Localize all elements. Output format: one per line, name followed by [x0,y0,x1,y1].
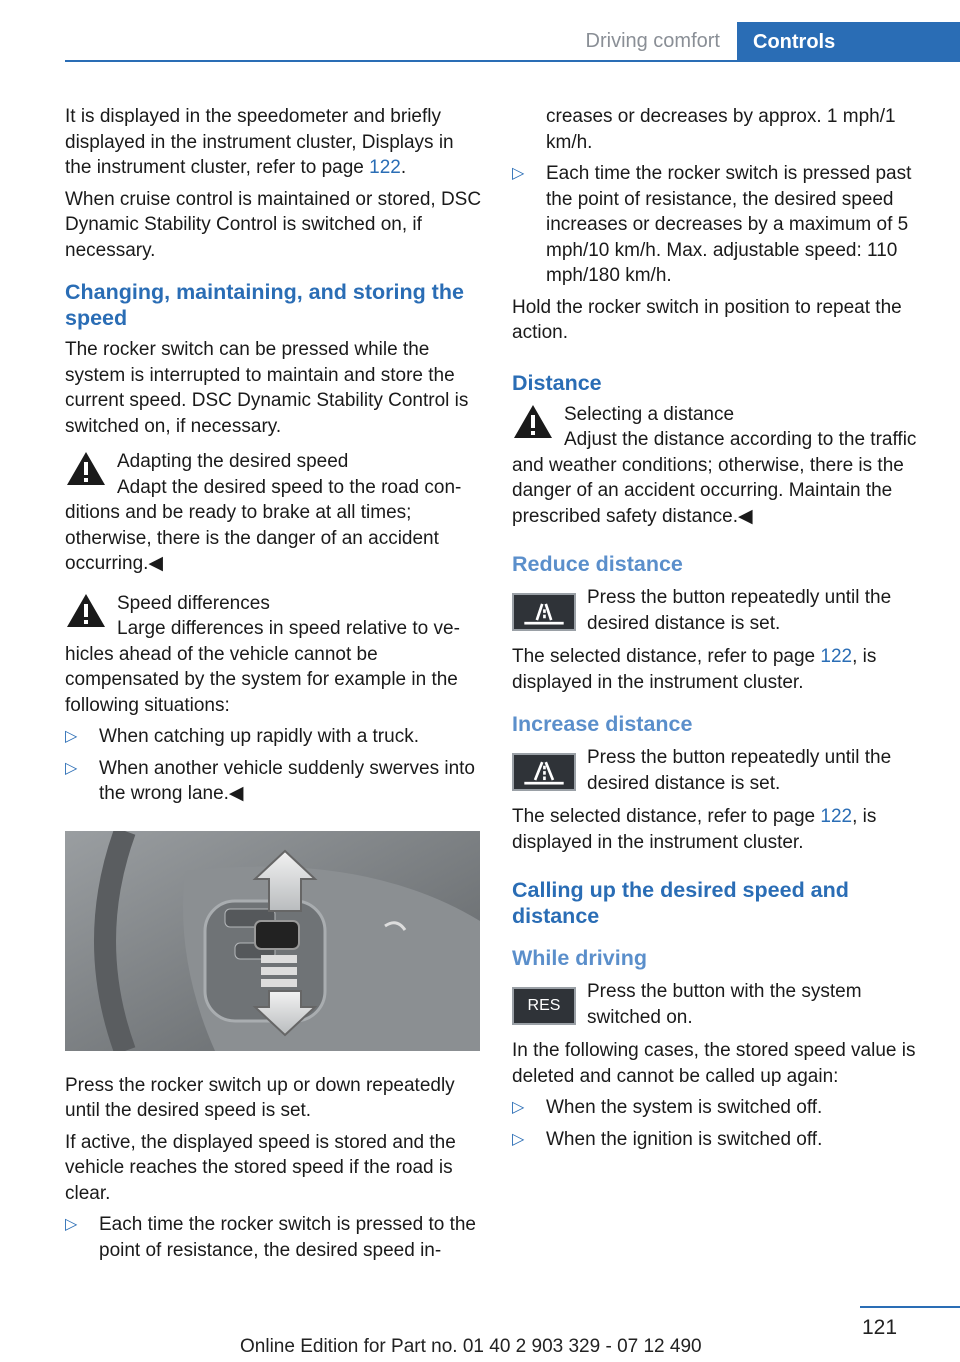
list-item: ▷ Each time the rocker switch is pressed past the point of resistance, the desired speed increases or decreases by a maximum of 5 mph/10 km/h. Max. adjustable speed: 110 mph/180 km/h. [512,163,912,286]
bullet-list [65,1212,483,1263]
res-button-icon: RES [512,987,576,1025]
res-row [512,979,930,1030]
warning-icon [65,591,107,629]
paragraph: When cruise control is maintained or stored, DSC Dynamic Stability Control is switched on, if necessary. [65,188,482,261]
bullet-arrow-icon: ▷ [512,1099,525,1116]
list-item: ▷ Each time the rocker switch is pressed to the point of resistance, the desired speed in- [65,1214,476,1261]
paragraph: The rocker switch can be pressed while the system is interrupted to maintain and store the current speed. DSC Dynamic Stability Control is switched on, if necessary. [65,339,469,437]
page-link[interactable]: 122 [820,646,853,667]
bullet-arrow-icon: ▷ [65,728,78,745]
paragraph: The selected distance, refer to page 122, is displayed in the instrument cluster. [512,646,877,693]
warning-title: Selecting a distance [564,403,735,425]
paragraph: Press the rocker switch up or down repeatedly until the desired speed is set. [65,1074,455,1121]
warning-title: Speed differences [117,592,270,614]
paragraph: It is displayed in the speedometer and briefly displayed in the instrument cluster, Displays in the instrument cluster, refer to page 122. [65,106,454,178]
paragraph: creases or decreases by approx. 1 mph/1 km/h. [546,106,896,153]
warning-lead: Adapt the desired speed to the road con- [117,476,462,498]
list-item: ▷ When the ignition is switched off. [512,1127,930,1153]
list-item: ▷ When another vehicle suddenly swerves into the wrong lane.◀ [65,757,475,804]
bullet-arrow-icon: ▷ [65,1216,78,1233]
page-link[interactable]: 122 [369,157,401,178]
reduce-distance-text: Press the button repeatedly until the desired distance is set. [587,587,892,634]
heading-changing-speed: Changing, maintaining, and storing the speed [65,280,464,330]
warning-body: ditions and be ready to brake at all times; otherwise, there is the danger of an accident occurring.◀ [65,502,439,574]
increase-distance-button-icon [512,753,576,791]
heading-distance: Distance [512,370,602,395]
header-section: Driving comfort [585,30,720,52]
heading-reduce-distance: Reduce distance [512,552,683,576]
increase-distance-text: Press the button repeatedly until the desired distance is set. [587,747,892,794]
warning-body: hicles ahead of the vehicle cannot be compensated by the system for example in the following situations: [65,643,458,716]
warning-body: and weather conditions; otherwise, there is the danger of an accident occurring. Maintain the prescribed safety distance.◀ [512,454,904,527]
warning-speed-differences [65,591,483,719]
bullet-list [65,724,483,807]
footer-rule [860,1306,960,1308]
res-text: Press the button with the system switched on. [587,981,862,1028]
header-rule [65,60,960,62]
warning-title: Adapting the desired speed [117,451,349,472]
increase-distance-row [512,745,930,796]
warning-icon [65,449,107,487]
warning-selecting-distance [512,402,930,530]
paragraph: In the following cases, the stored speed value is deleted and cannot be called up again: [512,1040,916,1087]
warning-icon [512,402,554,440]
bullet-arrow-icon: ▷ [512,1130,525,1148]
heading-calling-up: Calling up the desired speed and distance [512,878,849,928]
bullet-arrow-icon: ▷ [512,165,525,182]
page-link[interactable]: 122 [820,806,853,827]
paragraph: Hold the rocker switch in position to repeat the action. [512,296,902,343]
paragraph: If active, the displayed speed is stored and the vehicle reaches the stored speed if the road is clear. [65,1131,456,1204]
warning-lead: Adjust the distance according to the traffic [564,429,917,450]
list-item: ▷ When catching up rapidly with a truck. [65,724,483,750]
bullet-list [512,1095,930,1152]
bullet-arrow-icon: ▷ [65,759,78,777]
steering-wheel-rocker-switch-image [65,831,480,1051]
heading-while-driving: While driving [512,946,647,970]
reduce-distance-button-icon [512,593,576,631]
warning-adapting-speed [65,449,483,577]
paragraph: The selected distance, refer to page 122, is displayed in the instrument cluster. [512,806,877,853]
right-column [512,104,930,1158]
heading-increase-distance: Increase distance [512,712,693,736]
bullet-list [512,161,930,289]
reduce-distance-row [512,585,930,636]
edition-footer: Online Edition for Part no. 01 40 2 903 329 - 07 12 490 [240,1336,702,1357]
list-item: ▷ When the system is switched off. [512,1095,930,1121]
page-number: 121 [862,1316,898,1339]
header-tab: Controls [737,22,960,62]
left-column [65,104,483,1269]
warning-lead: Large differences in speed relative to ve- [117,618,460,639]
